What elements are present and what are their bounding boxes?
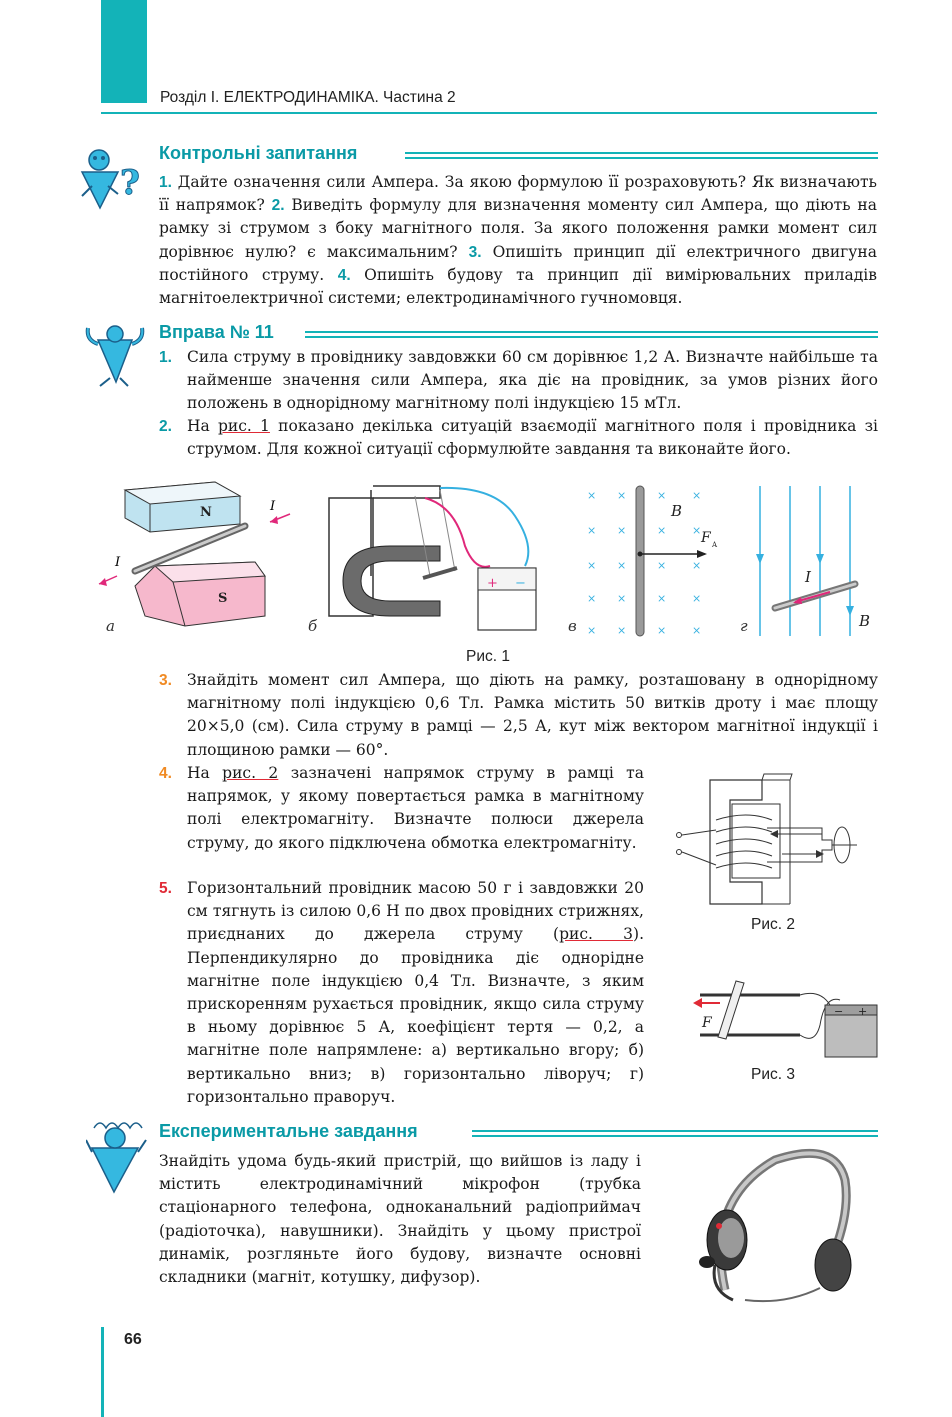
svg-text:×: ×	[617, 624, 627, 637]
svg-text:×: ×	[617, 592, 627, 605]
header-color-block	[101, 0, 147, 103]
exercise-item-4: 4. На рис. 2 зазначені напрямок струму в рамці та напрямок, у якому повертається рамка в магнітному полі електромагніту. Визначте полюси джерела струму, до якого підключена обмотка електромагніту.	[159, 764, 645, 852]
svg-text:×: ×	[617, 489, 627, 502]
svg-text:×: ×	[587, 559, 597, 572]
label-f-sub: A	[712, 541, 718, 549]
exercise-item-2: 2. На рис. 1 показано декілька ситуацій взаємодії магнітного поля і провідника зі струмом. Для кожної ситуації сформулюйте завдання та виконайте його.	[159, 417, 879, 459]
label-s: S	[218, 591, 228, 606]
figure-reference[interactable]: рис. 3	[559, 925, 634, 944]
svg-text:×: ×	[657, 559, 667, 572]
svg-text:×: ×	[617, 559, 627, 572]
figure-1g	[756, 486, 870, 636]
page-margin-rule	[101, 1327, 104, 1417]
label-i: I	[115, 555, 121, 570]
minus-sign: −	[515, 576, 526, 591]
sub-label-b: б	[308, 617, 318, 635]
sub-label-a: а	[106, 617, 115, 635]
headphones-photo	[685, 1140, 860, 1312]
control-questions-title: Контрольні запитання	[159, 143, 358, 163]
label-n: N	[200, 505, 212, 520]
figure-1-caption: Рис. 1	[466, 648, 510, 665]
figure-1b	[329, 486, 536, 630]
sub-label-v: в	[568, 617, 577, 635]
svg-text:×: ×	[692, 624, 702, 637]
svg-text:×: ×	[657, 624, 667, 637]
title-rule	[305, 331, 878, 338]
figure-reference[interactable]: рис. 1	[217, 417, 270, 435]
svg-text:×: ×	[692, 524, 702, 537]
svg-text:×: ×	[587, 489, 597, 502]
label-f: F	[702, 1015, 712, 1031]
question-mascot-icon	[78, 146, 150, 212]
label-b: B	[859, 612, 871, 630]
label-i: I	[270, 499, 276, 514]
exercise-item-5: 5. Горизонтальний провідник масою 50 г і завдовжки 20 см тягнуть із силою 0,6 Н по двох провідних стрижнях, приєднаних до джерела струму (рис. 3). Перпендикулярно до провідника діє однорідне магнітне поле індукцією 0,4 Тл. Визначте, з яким прискоренням рухається провідник, якщо сила струму в ньому дорівнює 5 А, коефіцієнт тертя — 0,2, а магнітне поле напрямлене: а) вертикально вгору; б) вертикально вниз; в) горизонтально ліворуч; г) горизонтально праворуч.	[159, 879, 645, 1106]
figure-3-caption: Рис. 3	[751, 1066, 795, 1083]
exercise-item-3: 3. Знайдіть момент сил Ампера, що діють на рамку, розташовану в однорідному магнітному полі індукцією 0,6 Тл. Рамка містить 50 витків дроту і має площу 20×5,0 (см). Сила струму в рамці — 2,5 А, кут між вектором магнітної індукції і площиною рамки — 60°.	[159, 671, 878, 759]
control-questions-text: 1. Дайте означення сили Ампера. За якою формулою її розраховують? Як визначають її напрямок? 2. Виведіть формулу для визначення моменту сил Ампера, що діють на рамку зі струмом з боку магнітного поля. За якого положення рамки момент сил дорівнює нулю? є максимальним? 3. Опишіть принцип дії електричного двигуна постійного струму. 4. Опишіть будову та принцип дії вимірювальних приладів магнітоелектричної системи; електродинамічного гучномовця.	[159, 173, 877, 308]
figure-2	[672, 770, 872, 915]
figure-1v	[587, 486, 718, 637]
svg-text:+: +	[858, 1005, 868, 1018]
svg-text:×: ×	[657, 592, 667, 605]
header-rule	[101, 112, 877, 114]
svg-text:−: −	[834, 1005, 844, 1018]
figure-2-caption: Рис. 2	[751, 916, 795, 933]
figure-reference[interactable]: рис. 2	[222, 764, 279, 782]
svg-text:×: ×	[587, 524, 597, 537]
exercise-title: Вправа № 11	[159, 322, 274, 342]
label-i: I	[805, 568, 811, 586]
figure-1	[95, 476, 895, 646]
figure-1a	[99, 482, 290, 626]
svg-text:×: ×	[692, 592, 702, 605]
svg-text:×: ×	[657, 524, 667, 537]
label-f: F	[701, 530, 711, 546]
exercise-item-1: 1. Сила струму в провіднику завдовжки 60 см дорівнює 1,2 А. Визначте найбільше та найменше значення сили Ампера, яка діє на провідник, за умов різних його положень в однорідному магнітному полі індукцією 15 мТл.	[159, 348, 878, 413]
svg-text:×: ×	[692, 559, 702, 572]
svg-text:×: ×	[587, 592, 597, 605]
title-rule	[405, 152, 878, 159]
experiment-mascot-icon	[86, 1118, 152, 1196]
plus-sign: +	[487, 576, 498, 591]
running-header: Розділ І. ЕЛЕКТРОДИНАМІКА. Частина 2	[160, 89, 456, 106]
strongman-mascot-icon	[80, 322, 150, 388]
svg-text:×: ×	[657, 489, 667, 502]
svg-text:×: ×	[617, 524, 627, 537]
figure-3	[690, 975, 890, 1065]
label-b: B	[671, 502, 683, 520]
page-number: 66	[124, 1331, 142, 1348]
title-rule	[472, 1130, 878, 1137]
sub-label-g: г	[740, 617, 748, 635]
svg-text:?: ?	[120, 163, 140, 203]
experimental-text: Знайдіть удома будь-який пристрій, що вийшов із ладу і містить електродинамічний мікрофон (трубка стаціонарного телефона, одноканальний радіоприймач (радіоточка), навушники). Знайдіть у цьому пристрої динамік, розгляньте його будову, визначте основні складники (магніт, котушку, дифузор).	[159, 1152, 641, 1287]
svg-text:×: ×	[587, 624, 597, 637]
svg-text:×: ×	[692, 489, 702, 502]
experimental-title: Експериментальне завдання	[159, 1121, 418, 1141]
